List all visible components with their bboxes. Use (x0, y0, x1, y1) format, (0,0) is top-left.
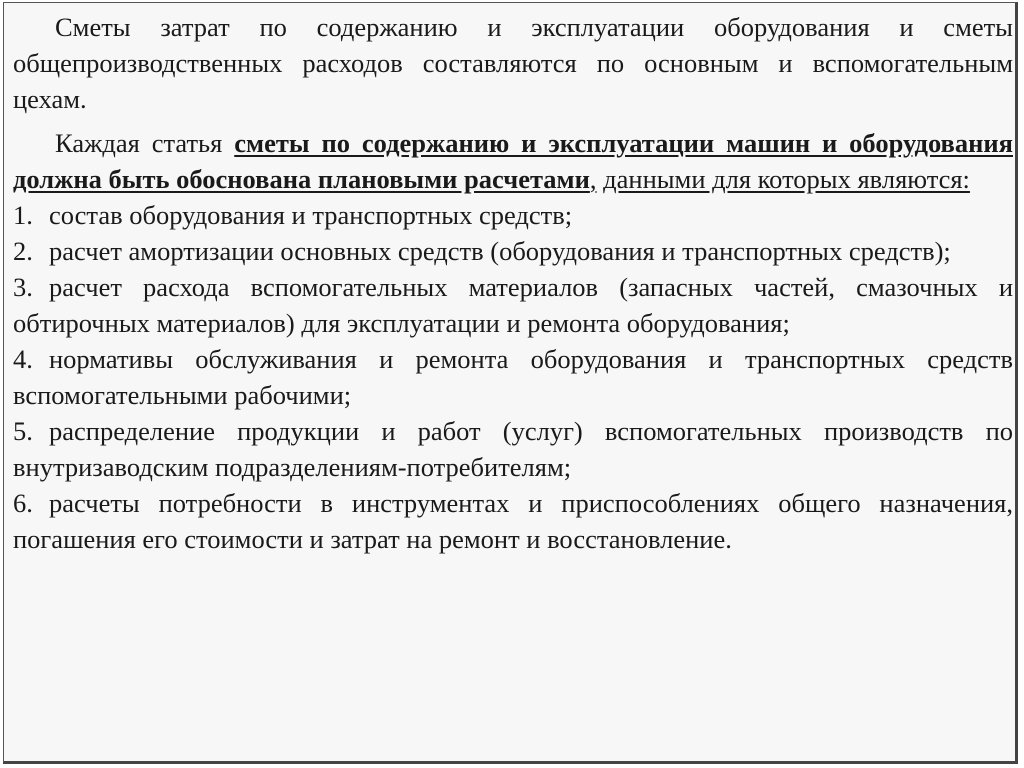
list-item-text: расчет расхода вспомогательных материалов (запасных частей, смазочных и обтирочных материалов) для эксплуатации и ремонта оборудования; (13, 272, 1013, 338)
slide-content (13, 9, 1013, 557)
paragraph-comma: , (589, 164, 597, 194)
list-item-number: 4. (13, 344, 33, 374)
list-item (13, 269, 1013, 341)
list-item-text: расчет амортизации основных средств (оборудования и транспортных средств); (49, 236, 951, 266)
slide-frame (3, 2, 1018, 764)
list-item (13, 197, 1013, 233)
list-item-number: 2. (13, 236, 33, 266)
list-item-number: 5. (13, 416, 33, 446)
list-item-number: 3. (13, 272, 33, 302)
paragraph-tail: данными для которых являются: (603, 164, 970, 194)
bold-underlined-phrase: сметы по содержанию и эксплуатации машин и оборудования должна быть обоснована плановыми расчетами (13, 128, 1013, 194)
list-item-text: нормативы обслуживания и ремонта оборудования и транспортных средств вспомогательными рабочими; (13, 344, 1013, 410)
list-item (13, 413, 1013, 485)
list-item (13, 341, 1013, 413)
list-item (13, 233, 1013, 269)
list-item-text: расчеты потребности в инструментах и приспособлениях общего назначения, погашения его стоимости и затрат на ремонт и восстановление. (13, 488, 1013, 554)
intro-paragraph: Сметы затрат по содержанию и эксплуатации оборудования и сметы общепроизводственных расходов составляются по основным и вспомогательным цехам. (13, 12, 1013, 114)
estimate-paragraph (13, 125, 1013, 197)
list-item-number: 1. (13, 200, 33, 230)
calculation-list (13, 197, 1013, 557)
paragraph-lead: Каждая статья (55, 128, 235, 158)
list-item-text: распределение продукции и работ (услуг) вспомогательных производств по внутризаводским подразделениям-потребителям; (13, 416, 1013, 482)
list-item-number: 6. (13, 488, 33, 518)
list-item-text: состав оборудования и транспортных средств; (49, 200, 573, 230)
list-item (13, 485, 1013, 557)
